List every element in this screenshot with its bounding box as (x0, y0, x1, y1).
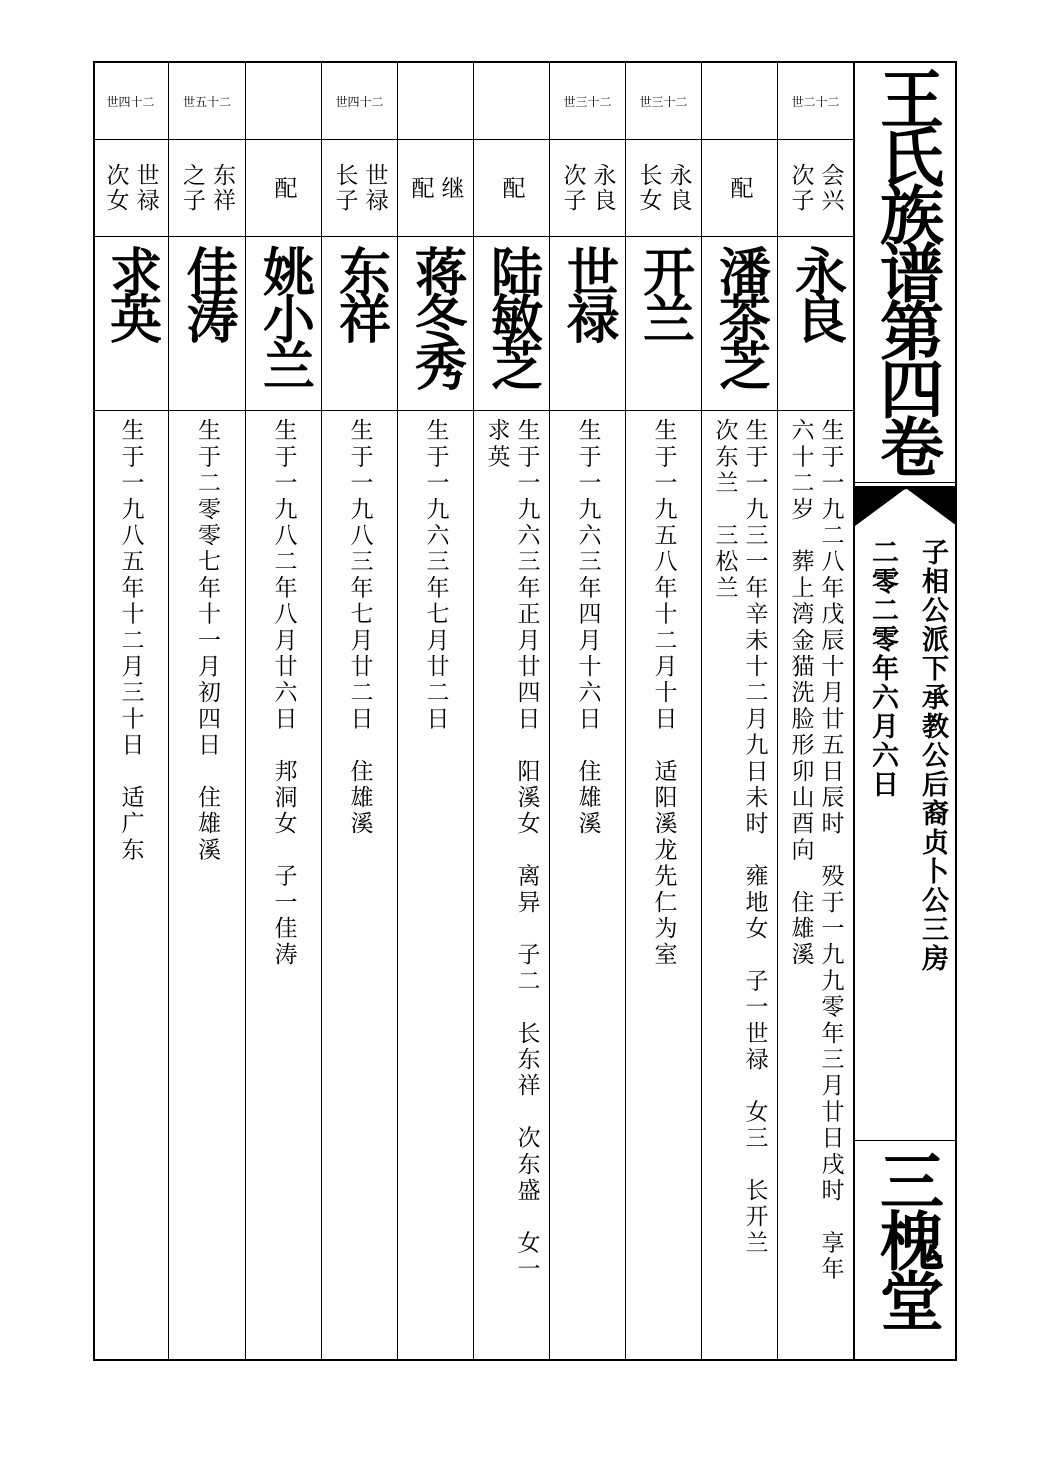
generation-label (702, 66, 777, 136)
band-divider (855, 482, 957, 483)
person-name: 开兰 (633, 245, 695, 339)
person-bio: 生于一九八三年七月廿二日 住雄溪 (346, 418, 373, 838)
person-bio: 生于一九八五年十二月三十日 适广东 (117, 418, 144, 864)
person-name: 永良 (785, 245, 847, 339)
person-bio: 生于一九二八年戊辰十月廿五日辰时 殁于一九九零年三月廿日戌时 享年 六十二岁 葬上湾金猫洗脸形卯山酉向 住雄溪 (787, 418, 844, 1283)
person-name: 求英 (100, 245, 162, 339)
branch-subtitle: 子相公派下承教公后裔贞卜公三房 (917, 538, 948, 973)
person-name: 陆敏芝 (481, 245, 543, 386)
relation-label: 世禄 长子 (331, 163, 388, 213)
hall-divider (855, 1140, 957, 1141)
chevron-band-icon (855, 486, 957, 530)
relation-label: 会兴 次子 (787, 163, 844, 213)
person-name: 蒋冬秀 (405, 245, 467, 386)
relation-label: 配 (498, 175, 525, 201)
person-name: 东祥 (329, 245, 391, 339)
edition-date: 二零二零年六月六日 (867, 538, 898, 799)
person-bio: 生于二零零七年十一月初四日 住雄溪 (194, 418, 220, 864)
relation-label: 配 (726, 175, 753, 201)
person-bio: 生于一九六三年七月廿二日 (422, 418, 449, 733)
generation-label: 世五十二 (182, 94, 231, 109)
person-name: 姚小兰 (253, 245, 315, 386)
generation-label (474, 66, 549, 136)
generation-label: 世二十二 (791, 94, 840, 109)
person-bio: 生于一九八二年八月廿六日 邦洞女 子一佳涛 (270, 418, 297, 969)
relation-label: 永良 次子 (559, 163, 616, 213)
person-bio: 生于一九六三年四月十六日 住雄溪 (574, 418, 601, 838)
generation-label: 世三十二 (563, 94, 612, 109)
generation-label: 世三十二 (639, 94, 688, 109)
row-divider (93, 139, 855, 140)
person-name: 佳涛 (177, 245, 238, 339)
relation-label: 永良 长女 (635, 163, 692, 213)
row-divider (93, 236, 855, 237)
relation-label: 配 (270, 175, 297, 201)
person-bio: 生于一九五八年十二月十日 适阳溪龙先仁为室 (650, 418, 677, 969)
generation-label: 世四十二 (335, 94, 384, 109)
person-name: 潘茶芝 (709, 245, 771, 386)
person-name: 世禄 (557, 245, 619, 339)
hall-name: 三槐堂 (869, 1148, 944, 1328)
generation-label (398, 66, 473, 136)
row-divider (93, 410, 855, 411)
person-bio: 生于一九六三年正月廿四日 阳溪女 离异 子二 长东祥 次东盛 女一 求英 (483, 418, 540, 1283)
relation-label: 世禄 次女 (102, 163, 159, 213)
page-title: 王氏族谱第四卷 (869, 66, 944, 472)
person-bio: 生于一九三一年辛未十二月九日未时 雍地女 子一世禄 女三 长开兰 次东兰 三松兰 (711, 418, 768, 1257)
generation-label: 世四十二 (106, 94, 155, 109)
generation-label (246, 66, 321, 136)
relation-label: 东祥 之子 (179, 163, 235, 213)
relation-label: 继 配 (407, 175, 464, 201)
